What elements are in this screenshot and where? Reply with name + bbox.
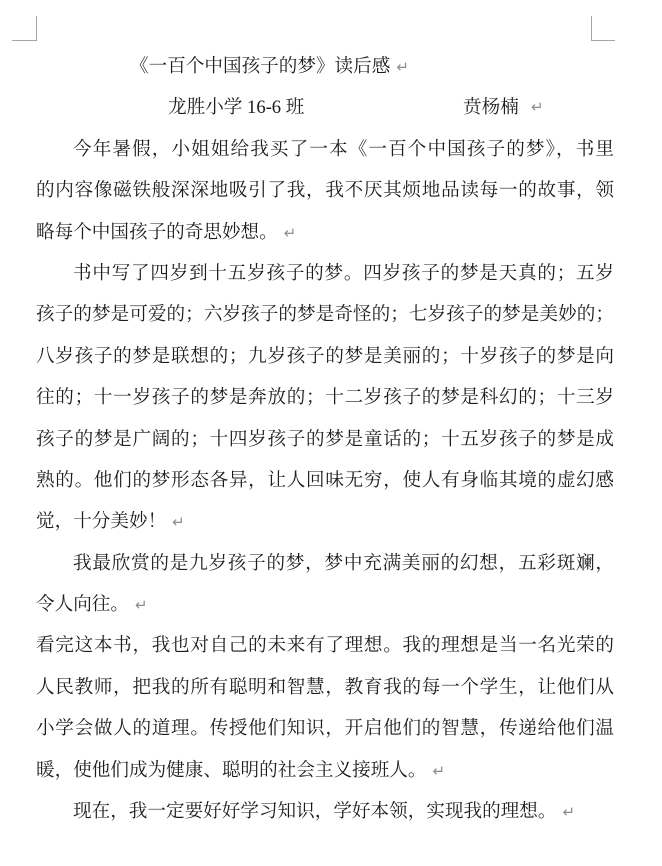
body-text-line[interactable]: 人民教师，把我的所有聪明和智慧，教育我的每一个学生，让他们从 — [36, 676, 614, 698]
body-text-line[interactable]: 书中写了四岁到十五岁孩子的梦。四岁孩子的梦是天真的；五岁 — [73, 262, 614, 284]
paragraph-mark-icon: ↵ — [134, 596, 148, 615]
paragraph-mark-icon: ↵ — [396, 58, 409, 76]
body-text-line[interactable]: 小学会做人的道理。传授他们知识，开启他们的智慧，传递给他们温 — [36, 718, 614, 740]
paragraph-mark-icon: ↵ — [283, 223, 297, 242]
margin-crop-mark-top-left — [36, 16, 37, 41]
body-text-line[interactable]: 略每个中国孩子的奇思妙想。 ↵ — [36, 221, 297, 243]
document-title-line[interactable] — [36, 46, 614, 87]
margin-crop-mark-top-left — [12, 40, 37, 41]
byline-author-name[interactable]: 贲杨楠 — [463, 97, 519, 119]
margin-crop-mark-top-right — [591, 40, 615, 41]
body-text-line[interactable]: 暖，使他们成为健康、聪明的社会主义接班人。 ↵ — [36, 759, 446, 781]
body-text-line[interactable]: 孩子的梦是可爱的；六岁孩子的梦是奇怪的；七岁孩子的梦是美妙的； — [36, 304, 614, 326]
paragraph-mark-icon: ↵ — [562, 803, 576, 822]
body-text-line[interactable]: 孩子的梦是广阔的；十四岁孩子的梦是童话的；十五岁孩子的梦是成 — [36, 428, 614, 450]
body-text-line[interactable]: 熟的。他们的梦形态各异，让人回味无穷，使人有身临其境的虚幻感 — [36, 469, 614, 491]
paragraph-mark-icon: ↵ — [531, 98, 544, 117]
document-text-area[interactable] — [36, 46, 614, 832]
body-text-line[interactable]: 看完这本书，我也对自己的未来有了理想。我的理想是当一名光荣的 — [36, 635, 614, 657]
body-text-line[interactable]: 觉，十分美妙！ ↵ — [36, 511, 185, 533]
document-title[interactable]: 《一百个中国孩子的梦》读后感 — [130, 56, 391, 77]
body-text-line[interactable]: 令人向往。 ↵ — [36, 594, 148, 616]
paragraph-mark-icon: ↵ — [172, 513, 185, 532]
body-text-line[interactable]: 往的；十一岁孩子的梦是奔放的；十二岁孩子的梦是科幻的；十三岁 — [36, 387, 614, 409]
body-text-line[interactable]: 八岁孩子的梦是联想的；九岁孩子的梦是美丽的；十岁孩子的梦是向 — [36, 345, 614, 367]
body-text-line[interactable]: 的内容像磁铁般深深地吸引了我，我不厌其烦地品读每一的故事，领 — [36, 180, 614, 202]
body-text-line[interactable]: 我最欣赏的是九岁孩子的梦，梦中充满美丽的幻想，五彩斑斓， — [73, 552, 614, 574]
margin-crop-mark-top-right — [591, 16, 592, 41]
byline[interactable] — [36, 87, 614, 128]
body-paragraphs[interactable] — [36, 129, 614, 833]
body-text-line[interactable]: 现在，我一定要好好学习知识，学好本领，实现我的理想。 ↵ — [73, 801, 576, 823]
body-text-line[interactable]: 今年暑假，小姐姐给我买了一本《一百个中国孩子的梦》，书里 — [73, 138, 614, 160]
byline-school-class[interactable]: 龙胜小学 16-6 班 — [168, 97, 305, 119]
paragraph-mark-icon: ↵ — [432, 761, 446, 780]
